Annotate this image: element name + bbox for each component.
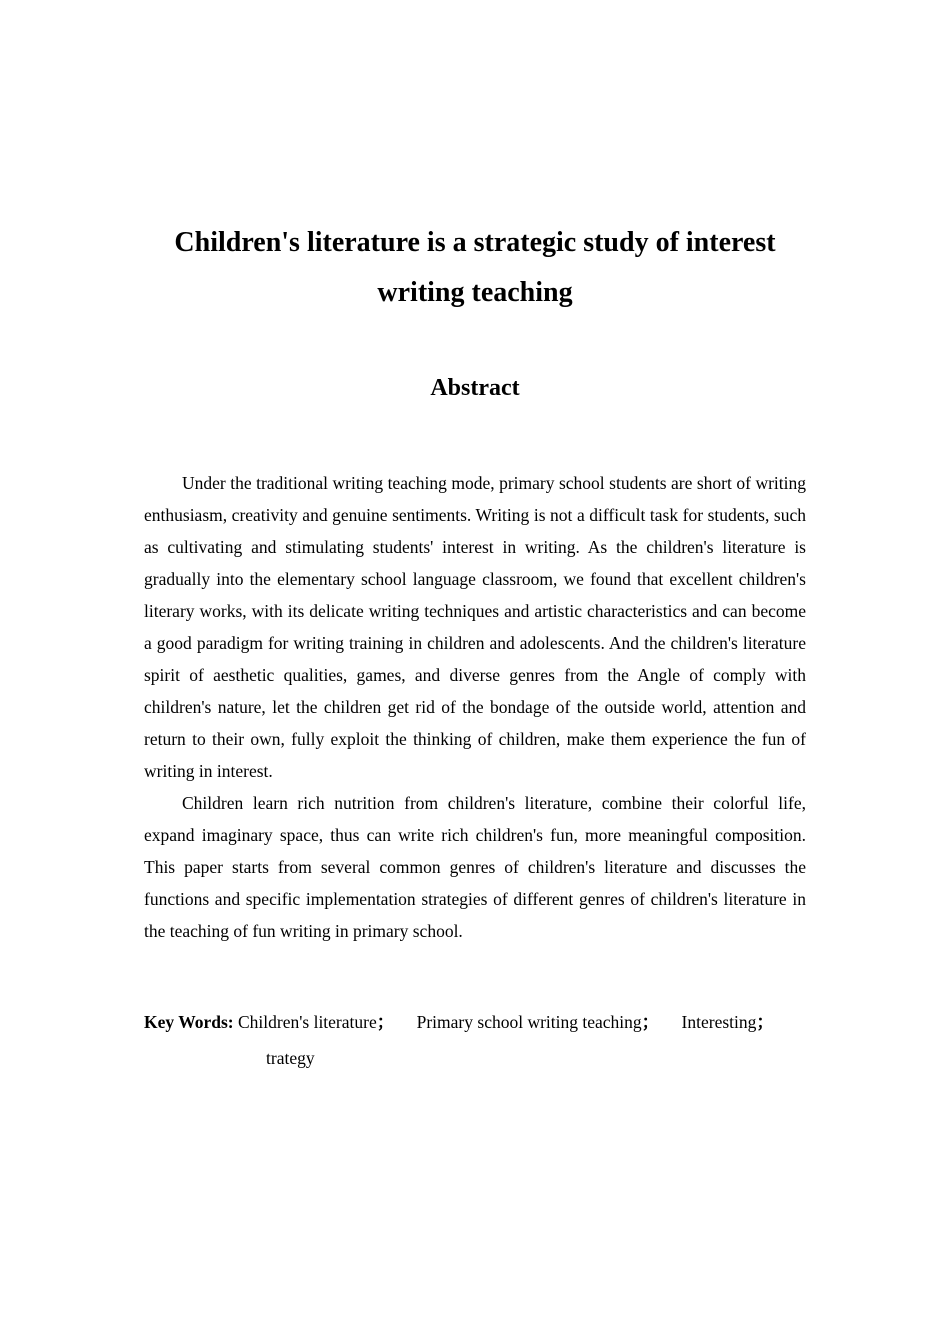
abstract-heading: Abstract [430, 375, 520, 401]
title-line-1: Children's literature is a strategic study of interest [174, 227, 776, 258]
keyword-item: Interesting [681, 1012, 757, 1032]
keywords-row [144, 1004, 824, 1040]
keywords-label: Key Words: [144, 1012, 234, 1032]
keywords-row-continued [144, 1040, 824, 1076]
keyword-item: trategy [266, 1048, 315, 1068]
keyword-separator: ； [756, 1012, 774, 1032]
paper-title [120, 218, 830, 318]
abstract-paragraph-2: Children learn rich nutrition from children's literature, combine their colorful life, expand imaginary space, thus can write rich children's fun, more meaningful composition. This paper starts from several common genres of children's literature and discusses the functions and specific implementation strategies of different genres of children's literature in the teaching of fun writing in primary school. [144, 793, 806, 941]
title-line-2: writing teaching [377, 277, 573, 308]
keyword-item: Primary school writing teaching [416, 1012, 642, 1032]
keyword-item: Children's literature [238, 1012, 377, 1032]
abstract-body [144, 467, 806, 947]
keyword-separator: ； [641, 1012, 660, 1032]
keyword-separator: ； [376, 1012, 395, 1032]
keywords-section [144, 1004, 824, 1076]
abstract-paragraph-1: Under the traditional writing teaching mode, primary school students are short of writing enthusiasm, creativity and genuine sentiments. Writing is not a difficult task for students, such as cultivating and stimulating students' interest in writing. As the children's literature is gradually into the elementary school language classroom, we found that excellent children's literary works, with its delicate writing techniques and artistic characteristics and can become a good paradigm for writing training in children and adolescents. And the children's literature spirit of aesthetic qualities, games, and diverse genres from the Angle of comply with children's nature, let the children get rid of the bondage of the outside world, attention and return to their own, fully exploit the thinking of children, make them experience the fun of writing in interest. [144, 473, 806, 781]
